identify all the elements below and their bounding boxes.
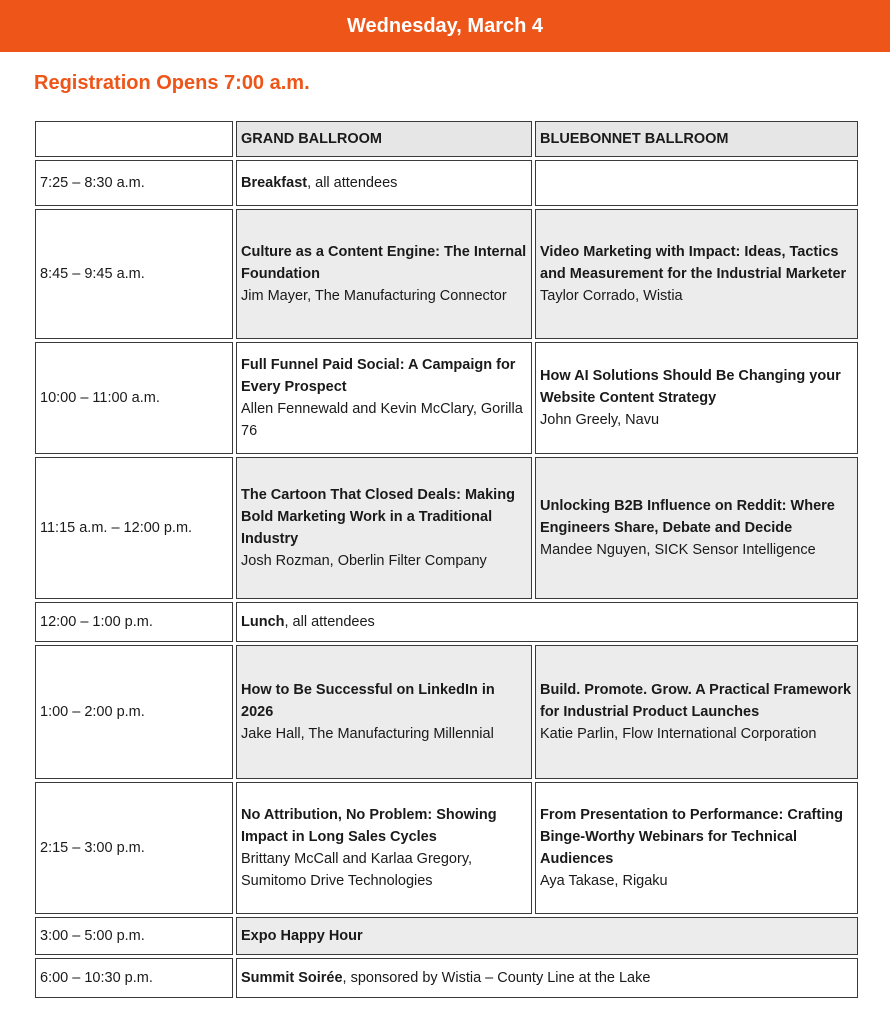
session-title: Video Marketing with Impact: Ideas, Tactics and Measurement for the Industrial Marketer — [540, 244, 847, 282]
column-header-grand: GRAND BALLROOM — [236, 121, 532, 157]
session-cell-grand — [236, 457, 532, 599]
session-title: Culture as a Content Engine: The Internal Foundation — [241, 244, 527, 282]
session-speaker: Josh Rozman, Oberlin Filter Company — [241, 553, 487, 569]
session-title: The Cartoon That Closed Deals: Making Bold Marketing Work in a Traditional Industry — [241, 487, 515, 547]
session-speaker: Brittany McCall and Karlaa Gregory, Sumitomo Drive Technologies — [241, 851, 473, 889]
session-cell-bluebonnet — [535, 457, 858, 599]
session-speaker: John Greely, Navu — [540, 412, 660, 428]
session-note: , sponsored by Wistia – County Line at the Lake — [342, 970, 651, 986]
session-title: No Attribution, No Problem: Showing Impact in Long Sales Cycles — [241, 807, 497, 845]
column-header-time — [35, 121, 233, 157]
session-note: , all attendees — [284, 614, 375, 630]
schedule-row — [35, 209, 858, 339]
time-cell: 7:25 – 8:30 a.m. — [35, 160, 233, 206]
registration-notice: Registration Opens 7:00 a.m. — [34, 72, 310, 94]
time-cell: 6:00 – 10:30 p.m. — [35, 958, 233, 998]
time-cell: 11:15 a.m. – 12:00 p.m. — [35, 457, 233, 599]
session-cell-grand — [236, 782, 532, 914]
session-title: Breakfast — [241, 175, 308, 191]
session-cell-bluebonnet — [535, 342, 858, 454]
session-speaker: Allen Fennewald and Kevin McClary, Gorilla 76 — [241, 401, 523, 439]
session-cell-grand — [236, 342, 532, 454]
session-cell-grand — [236, 209, 532, 339]
time-cell: 12:00 – 1:00 p.m. — [35, 602, 233, 642]
header-row — [35, 121, 858, 157]
empty-cell — [535, 160, 858, 206]
schedule-row — [35, 782, 858, 914]
session-cell — [236, 160, 532, 206]
schedule-row — [35, 917, 858, 955]
schedule-table — [32, 118, 861, 1001]
session-title: Expo Happy Hour — [241, 928, 363, 944]
session-speaker: Jim Mayer, The Manufacturing Connector — [241, 288, 507, 304]
time-cell: 8:45 – 9:45 a.m. — [35, 209, 233, 339]
session-title: Lunch — [241, 614, 285, 630]
time-cell: 3:00 – 5:00 p.m. — [35, 917, 233, 955]
schedule-row — [35, 342, 858, 454]
schedule-row — [35, 457, 858, 599]
time-cell: 10:00 – 11:00 a.m. — [35, 342, 233, 454]
schedule-row — [35, 160, 858, 206]
session-speaker: Taylor Corrado, Wistia — [540, 288, 683, 304]
time-cell: 1:00 – 2:00 p.m. — [35, 645, 233, 779]
session-title: From Presentation to Performance: Crafting Binge-Worthy Webinars for Technical Audiences — [540, 807, 843, 867]
time-cell: 2:15 – 3:00 p.m. — [35, 782, 233, 914]
schedule-row — [35, 645, 858, 779]
session-title: Build. Promote. Grow. A Practical Framework for Industrial Product Launches — [540, 682, 852, 720]
session-cell-grand — [236, 645, 532, 779]
session-speaker: Aya Takase, Rigaku — [540, 873, 668, 889]
session-cell-bluebonnet — [535, 645, 858, 779]
session-cell-full — [236, 602, 858, 642]
schedule-row — [35, 958, 858, 998]
session-title: Unlocking B2B Influence on Reddit: Where Engineers Share, Debate and Decide — [540, 498, 835, 536]
session-title: Summit Soirée — [241, 970, 343, 986]
session-title: How AI Solutions Should Be Changing your Website Content Strategy — [540, 368, 841, 406]
schedule-row — [35, 602, 858, 642]
session-speaker: Mandee Nguyen, SICK Sensor Intelligence — [540, 542, 816, 558]
session-cell-bluebonnet — [535, 209, 858, 339]
date-banner — [0, 0, 890, 52]
session-speaker: Jake Hall, The Manufacturing Millennial — [241, 726, 494, 742]
session-title: How to Be Successful on LinkedIn in 2026 — [241, 682, 495, 720]
session-note: , all attendees — [307, 175, 398, 191]
date-title: Wednesday, March 4 — [347, 14, 543, 37]
session-speaker: Katie Parlin, Flow International Corporation — [540, 726, 817, 742]
session-cell-bluebonnet — [535, 782, 858, 914]
session-cell-full — [236, 917, 858, 955]
column-header-bluebonnet: BLUEBONNET BALLROOM — [535, 121, 858, 157]
session-title: Full Funnel Paid Social: A Campaign for Every Prospect — [241, 357, 516, 395]
session-cell-full — [236, 958, 858, 998]
